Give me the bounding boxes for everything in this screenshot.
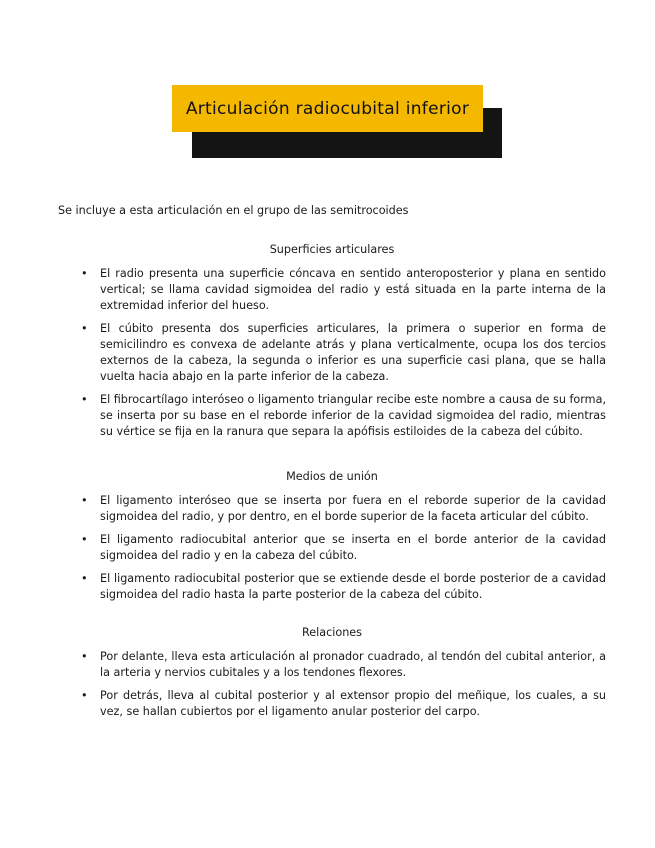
list-item-text: El radio presenta una superficie cóncava en sentido anteroposterior y plana en sentido vertical; se llama cavidad sigmoidea del radio y está situada en la parte interna de la extremidad inferior del hueso. (100, 267, 606, 312)
list-item-text: El ligamento interóseo que se inserta por fuera en el reborde superior de la cavidad sigmoidea del radio, y por dentro, en el borde superior de la faceta articular del cúbito. (100, 494, 606, 523)
list-superficies (58, 266, 606, 447)
list-item-text: El cúbito presenta dos superficies articulares, la primera o superior en forma de semicilindro es convexa de adelante atrás y plana verticalmente, ocupa los dos tercios externos de la cabeza, la segunda o inferior es una superficie casi plana, que se halla vuelta hacia abajo en la parte inferior de la cabeza. (100, 322, 606, 383)
list-item (58, 493, 606, 525)
list-item (58, 321, 606, 385)
list-item (58, 688, 606, 720)
bullet-icon: • (81, 650, 88, 663)
list-medios (58, 493, 606, 610)
list-item-text: Por delante, lleva esta articulación al pronador cuadrado, al tendón del cubital anterior, a la arteria y nervios cubitales y a los tendones flexores. (100, 650, 606, 679)
section-heading-relaciones: Relaciones (301, 626, 363, 639)
bullet-icon: • (81, 494, 88, 507)
list-item (58, 649, 606, 681)
list-relaciones (58, 649, 606, 727)
bullet-icon: • (81, 393, 88, 406)
list-item (58, 392, 606, 440)
bullet-icon: • (81, 322, 88, 335)
list-item (58, 266, 606, 314)
list-item-text: El ligamento radiocubital posterior que se extiende desde el borde posterior de a cavidad sigmoidea del radio hasta la parte posterior de la cabeza del cúbito. (100, 572, 606, 601)
list-item-text: Por detrás, lleva al cubital posterior y al extensor propio del meñique, los cuales, a su vez, se hallan cubiertos por el ligamento anular posterior del carpo. (100, 689, 606, 718)
bullet-icon: • (81, 689, 88, 702)
title-box (172, 85, 483, 132)
bullet-icon: • (81, 267, 88, 280)
title-banner (172, 85, 502, 158)
section-heading-medios: Medios de unión (286, 470, 378, 483)
list-item-text: El ligamento radiocubital anterior que se inserta en el borde anterior de la cavidad sigmoidea del radio y en la cabeza del cúbito. (100, 533, 606, 562)
bullet-icon: • (81, 572, 88, 585)
bullet-icon: • (81, 533, 88, 546)
list-item (58, 571, 606, 603)
intro-paragraph: Se incluye a esta articulación en el grupo de las semitrocoides (58, 204, 409, 217)
list-item-text: El fibrocartílago interóseo o ligamento triangular recibe este nombre a causa de su forma, se inserta por su base en el reborde inferior de la cavidad sigmoidea del radio, mientras su vértice se fija en la ranura que separa la apófisis estiloides de la cabeza del cúbito. (100, 393, 606, 438)
list-item (58, 532, 606, 564)
page-title: Articulación radiocubital inferior (185, 98, 470, 119)
section-heading-superficies: Superficies articulares (269, 243, 395, 256)
